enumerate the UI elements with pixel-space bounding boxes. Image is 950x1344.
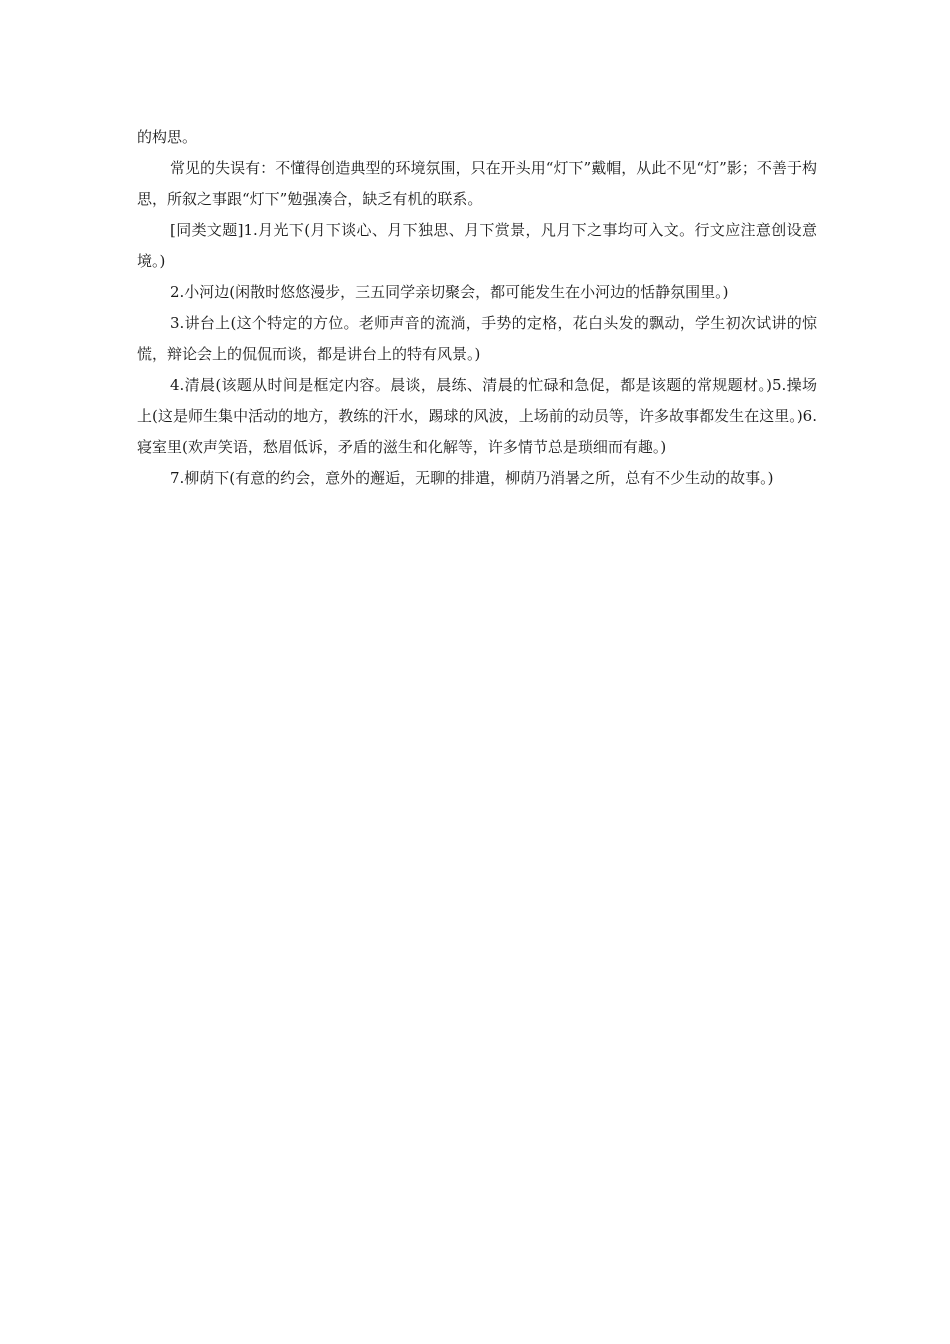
- document-body: [137, 122, 817, 494]
- paragraph-continuation: 的构思。: [137, 128, 198, 146]
- paragraph-similar-topic-2: 2.小河边(闲散时悠悠漫步，三五同学亲切聚会，都可能发生在小河边的恬静氛围里。): [170, 283, 729, 301]
- paragraph-common-mistakes: 常见的失误有：不懂得创造典型的环境氛围，只在开头用“灯下”戴帽，从此不见“灯”影；不善于构思，所叙之事跟“灯下”勉强凑合，缺乏有机的联系。: [137, 159, 817, 208]
- paragraph-similar-topic-1: [同类文题]1.月光下(月下谈心、月下独思、月下赏景，凡月下之事均可入文。行文应注意创设意境。): [137, 221, 817, 270]
- paragraph-similar-topic-3: 3.讲台上(这个特定的方位。老师声音的流淌，手势的定格，花白头发的飘动，学生初次试讲的惊慌，辩论会上的侃侃而谈，都是讲台上的特有风景。): [137, 314, 817, 363]
- paragraph-similar-topic-7: 7.柳荫下(有意的约会，意外的邂逅，无聊的排遣，柳荫乃消暑之所，总有不少生动的故事。): [170, 469, 774, 487]
- paragraph-similar-topic-4-6: 4.清晨(该题从时间是框定内容。晨谈，晨练、清晨的忙碌和急促，都是该题的常规题材。)5.操场上(这是师生集中活动的地方，教练的汗水，踢球的风波，上场前的动员等，许多故事都发生在这里。)6.寝室里(欢声笑语，愁眉低诉，矛盾的滋生和化解等，许多情节总是琐细而有趣。): [137, 376, 817, 456]
